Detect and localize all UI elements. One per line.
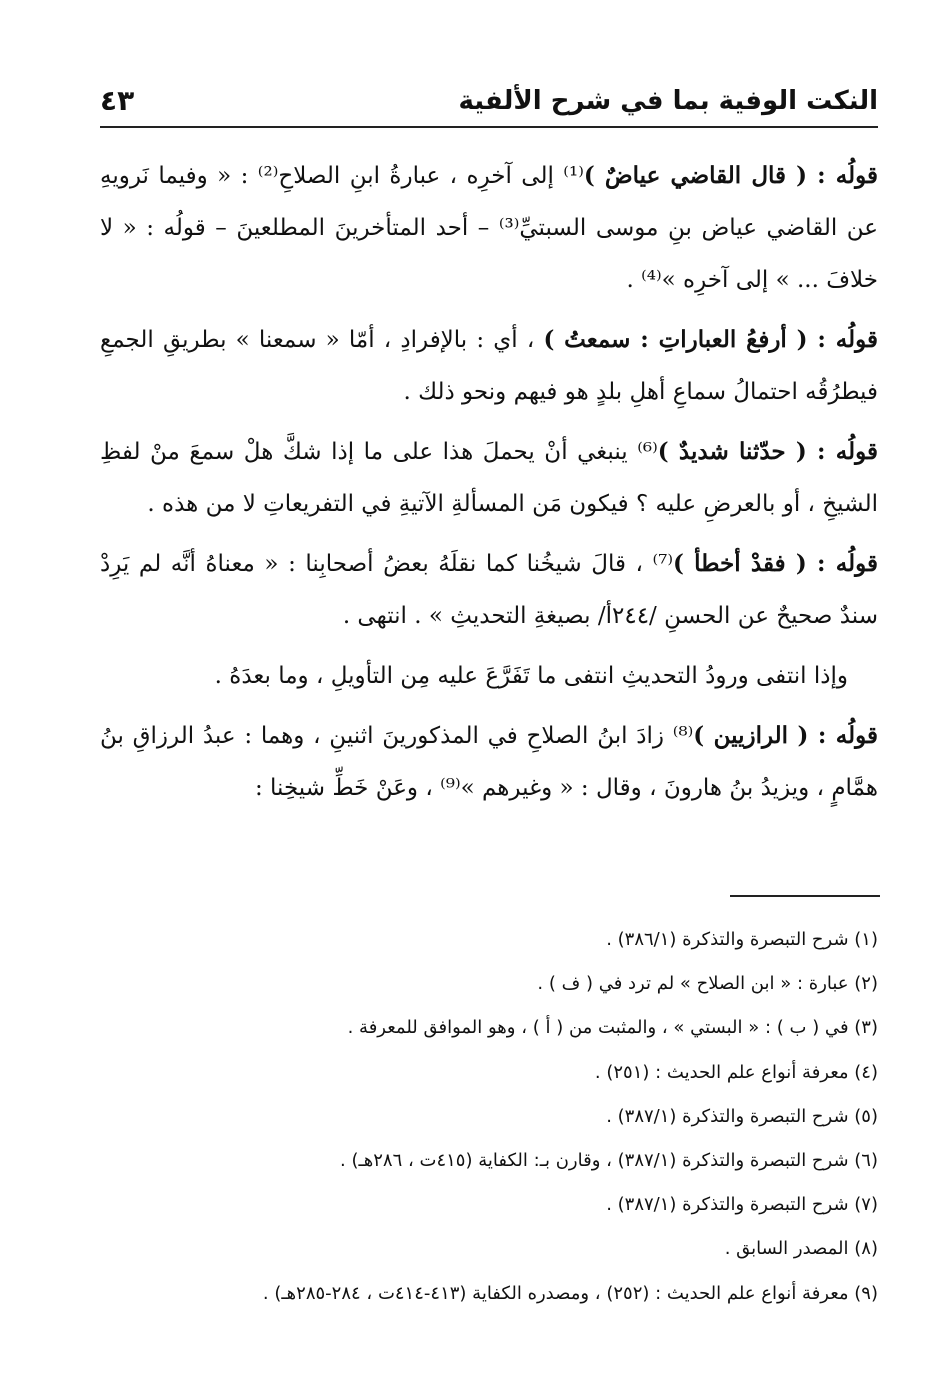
paragraph (100, 426, 878, 530)
footnote: (٦) شرح التبصرة والتذكرة (٣٨٧/١) ، وقارن بـ: الكفاية (٤١٥ت ، ٢٨٦هـ) . (340, 1150, 878, 1172)
footnotes (100, 918, 878, 1316)
paragraph (100, 150, 878, 306)
paragraph-lead: قولُه : ( حدّثنا شديدٌ ) (657, 438, 878, 465)
paragraph-text: ⁽¹⁾ إلى آخرِه ، عبارةُ ابنِ الصلاحِ⁽²⁾ : « وفيما نَرويهِ عن القاضي عياض بنِ موسى السبتيِّ⁽³⁾ – أحد المتأخرينَ المطلعينَ – قولُه : « لا خلافَ ... » إلى آخرِه »⁽⁴⁾ . (100, 163, 878, 293)
footnote: (٣) في ( ب ) : « البستي » ، والمثبت من ( أ ) ، وهو الموافق للمعرفة . (347, 1017, 878, 1039)
paragraph (100, 710, 878, 814)
paragraph-text: وإذا انتفى ورودُ التحديثِ انتفى ما تَفَرَّعَ عليه مِن التأويلِ ، وما بعدَهُ . (214, 663, 848, 689)
page-header (100, 82, 878, 128)
paragraph (100, 314, 878, 418)
paragraph-text: ⁽⁶⁾ ينبغي أنْ يحملَ هذا على ما إذا شكَّ هلْ سمعَ منْ لفظِ الشيخِ ، أو بالعرضِ عليه ؟ فيكون مَن المسألةِ الآتيةِ في التفريعاتِ لا من هذه . (100, 439, 878, 517)
footnote: (٥) شرح التبصرة والتذكرة (٣٨٧/١) . (606, 1105, 878, 1127)
paragraph-text: ⁽⁷⁾ ، قالَ شيخُنا كما نقلَهُ بعضُ أصحابِنا : « معناهُ أنَّه لم يَرِدْ سندٌ صحيحٌ عن الحسنِ /٢٤٤أ/ بصيغةِ التحديثِ » . انتهى . (100, 551, 878, 629)
paragraph-lead: قولُه : ( قال القاضي عياضٌ ) (583, 162, 878, 189)
paragraph (100, 538, 878, 642)
paragraph-lead: قولُه : ( فقدْ أخطأ ) (673, 550, 878, 577)
paragraph-text: ، أي : بالإفرادِ ، أمّا « سمعنا » بطريقِ الجمعِ فيطرُقُه احتمالُ سماعِ أهلِ بلدٍ هو فيهم ونحو ذلك . (100, 327, 878, 405)
running-title: النكت الوفية بما في شرح الألفية (458, 86, 878, 116)
footnote: (٩) معرفة أنواع علم الحديث : (٢٥٢) ، ومصدره الكفاية (٤١٣-٤١٤ت ، ٢٨٤-٢٨٥هـ) . (262, 1282, 878, 1304)
page-number: ٤٣ (100, 84, 135, 117)
footnote: (٤) معرفة أنواع علم الحديث : (٢٥١) . (594, 1061, 878, 1083)
footnote: (٧) شرح التبصرة والتذكرة (٣٨٧/١) . (606, 1194, 878, 1216)
footnote: (٨) المصدر السابق . (724, 1238, 878, 1260)
footnote: (١) شرح التبصرة والتذكرة (٣٨٦/١) . (606, 929, 878, 950)
footnote-divider (730, 895, 880, 897)
footnote: (٢) عبارة : « ابن الصلاح » لم ترد في ( ف ) . (537, 973, 878, 995)
paragraph (100, 650, 878, 702)
paragraph-lead: قولُه : ( أرفعُ العباراتِ : سمعتُ ) (543, 326, 878, 353)
paragraph-text: ⁽⁸⁾ زادَ ابنُ الصلاحِ في المذكورينَ اثنينِ ، وهما : عبدُ الرزاقِ بنُ همَّامٍ ، ويزيدُ بنُ هارونَ ، وقال : « وغيرهم »⁽⁹⁾ ، وعَنْ خَطِّ شيخِنا : (100, 723, 878, 801)
paragraph-lead: قولُه : ( الرازيين ) (693, 722, 879, 749)
main-text (100, 150, 878, 822)
